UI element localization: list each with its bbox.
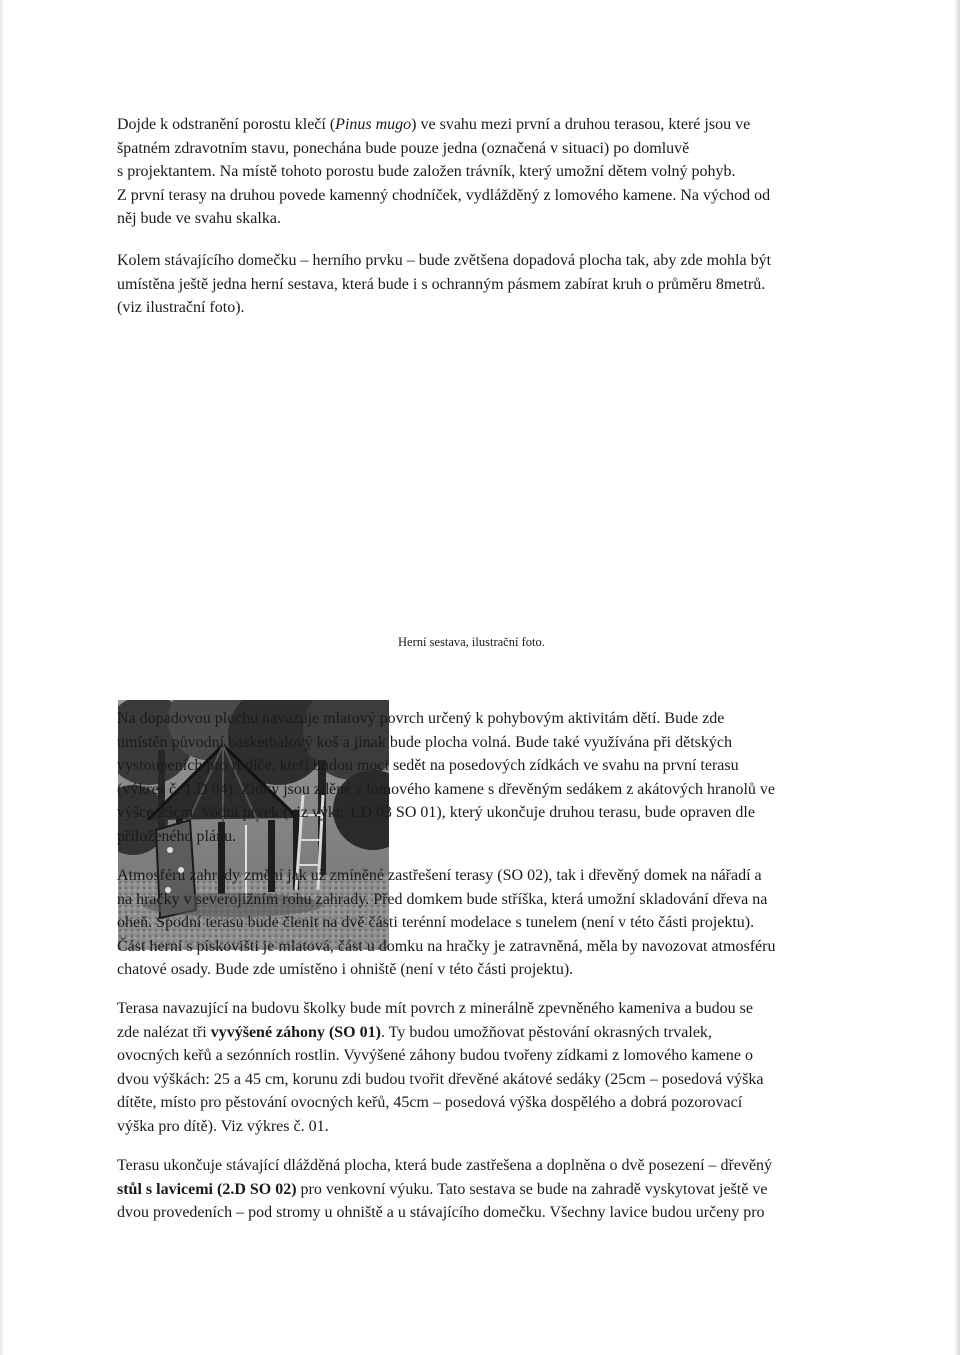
- text-run: dvou výškách: 25 a 45 cm, korunu zdi budou tvořit dřevěné akátové sedáky (25cm – posedová výška: [117, 1070, 764, 1088]
- text-line: [117, 249, 847, 273]
- text-line: [117, 184, 847, 208]
- text-line: [117, 1068, 847, 1092]
- bold-text: stůl s lavicemi (2.D SO 02): [117, 1180, 297, 1198]
- text-line: [117, 296, 847, 320]
- page-left-edge: [0, 0, 4, 1355]
- text-run: Dojde k odstranění porostu klečí (: [117, 116, 336, 133]
- text-run: něj bude ve svahu skalka.: [117, 210, 281, 227]
- text-run: Na dopadovou plochu navazuje mlatový povrch určený k pohybovým aktivitám dětí. Bude zde: [117, 710, 725, 727]
- paragraph-atmosphere: [117, 864, 847, 982]
- text-line: [117, 273, 847, 297]
- text-line: [117, 707, 847, 731]
- text-line: [117, 997, 847, 1021]
- text-run: s projektantem. Na místě tohoto porostu bude založen trávník, který umožní dětem volný pohyb.: [117, 163, 736, 180]
- text-line: [117, 778, 847, 802]
- text-run: Kolem stávajícího domečku – herního prvku – bude zvětšena dopadová plocha tak, aby zde mohla být: [117, 252, 772, 269]
- text-run: . Ty budou umožňovat pěstování okrasných trvalek,: [380, 1023, 712, 1041]
- text-run: ovocných keřů a sezónních rostlin. Vyvýšené záhony budou tvořeny zídkami z lomového kamene o: [117, 1047, 753, 1064]
- text-run: zde nalézat tři: [117, 1023, 211, 1041]
- page-right-edge: [954, 0, 960, 1355]
- text-line: [117, 1201, 847, 1225]
- text-run: Terasa navazující na budovu školky bude mít povrch z minerálně zpevněného kameniva a budou se: [117, 1000, 753, 1017]
- text-line: [117, 1091, 847, 1115]
- text-line: [117, 754, 847, 778]
- text-line: [117, 1115, 847, 1139]
- text-line: [117, 825, 847, 849]
- text-run: na hračky v severojižním rohu zahrady. Před domkem bude stříška, která umožní skladování dřeva na: [117, 890, 768, 908]
- text-line: [117, 137, 847, 161]
- text-run: špatném zdravotním stavu, ponechána bude pouze jedna (označená v situaci) po domluvě: [117, 139, 690, 157]
- bold-text: vyvýšené záhony (SO 01): [210, 1023, 381, 1041]
- text-line: [117, 1154, 847, 1178]
- text-run: dítěte, místo pro pěstování ovocných keřů, 45cm – posedová výška dospělého a dobrá pozorovací: [117, 1094, 743, 1111]
- text-run: Atmosféru zahrady změní jak už zmíněné zastřešení terasy (SO 02), tak i dřevěný domek na nářadí a: [117, 867, 762, 884]
- text-line: [117, 207, 847, 231]
- text-run: umístěn původní basketbalový koš a jinak bude plocha volná. Bude také využívána při dětských: [117, 733, 732, 751]
- photo-caption: Herní sestava, ilustrační foto.: [398, 635, 545, 649]
- text-run: vystoupeních pro rodiče, kteří budou moci sedět na posedových zídkách ve svahu na první terasu: [117, 757, 739, 774]
- text-line: [117, 911, 847, 935]
- text-run: (výkres č. 1.D 04). Zídky jsou zděné z lomového kamene s dřevěným sedákem z akátových hranolů ve: [117, 780, 776, 798]
- italic-text: Pinus mugo: [335, 116, 412, 133]
- text-run: přiloženého plánu.: [117, 827, 237, 845]
- text-run: výška pro dítě). Viz výkres č. 01.: [117, 1117, 329, 1135]
- text-line: [117, 113, 847, 137]
- text-line: [117, 1044, 847, 1068]
- paragraph-gravel-surface: [117, 707, 847, 848]
- text-run: umístěna ještě jedna herní sestava, která bude i s ochranným pásmem zabírat kruh o průměru 8metrů.: [117, 275, 766, 293]
- text-line: [117, 864, 847, 888]
- text-run: oheň. Spodní terasu bude členit na dvě části terénní modelace s tunelem (není v této části projektu).: [117, 914, 755, 931]
- text-run: pro venkovní výuku. Tato sestava se bude na zahradě vyskytovat ještě ve: [296, 1180, 768, 1198]
- text-line: [117, 801, 847, 825]
- paragraph-raised-beds: [117, 997, 847, 1138]
- text-run: výšce 25cm. Vodní prvek (viz výkr. 1.D 03 SO 01), který ukončuje druhou terasu, bude opraven dle: [117, 804, 755, 821]
- text-line: [117, 1178, 847, 1202]
- text-line: [117, 160, 847, 184]
- text-line: [117, 935, 847, 959]
- text-run: chatové osady. Bude zde umístěno i ohniště (není v této části projektu).: [117, 961, 574, 978]
- text-run: ) ve svahu mezi první a druhou terasou, které jsou ve: [411, 116, 751, 133]
- paragraph-terrace-tables: [117, 1154, 847, 1225]
- text-line: [117, 888, 847, 912]
- paragraph-pine-removal: [117, 113, 847, 231]
- text-run: Terasu ukončuje stávající dlážděná plocha, která bude zastřešena a doplněna o dvě posezení – dřevěný: [117, 1157, 773, 1174]
- text-line: [117, 958, 847, 982]
- text-line: [117, 731, 847, 755]
- text-run: Část herní s pískovišti je mlatová, část u domku na hračky je zatravněná, měla by navozovat atmosféru: [117, 937, 776, 955]
- text-run: (viz ilustrační foto).: [117, 299, 245, 316]
- text-line: [117, 1021, 847, 1045]
- paragraph-impact-area: [117, 249, 847, 320]
- text-run: Z první terasy na druhou povede kamenný chodníček, vydlážděný z lomového kamene. Na východ od: [117, 186, 771, 204]
- text-run: dvou provedeních – pod stromy u ohniště a u stávajícího domečku. Všechny lavice budou určeny pro: [117, 1204, 765, 1221]
